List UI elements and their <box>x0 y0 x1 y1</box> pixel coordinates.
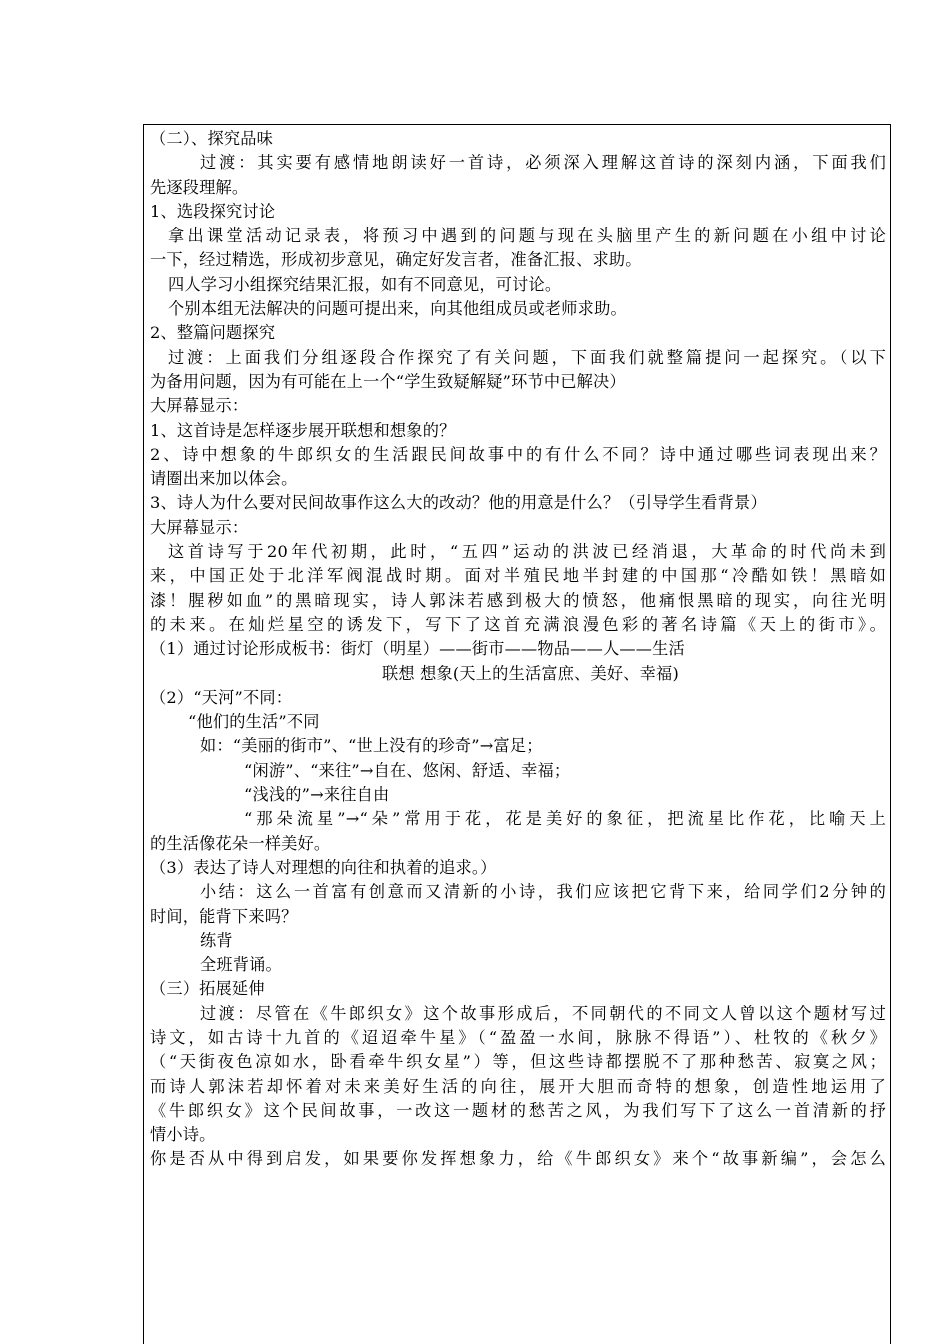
paragraph-line: 四人学习小组探究结果汇报，如有不同意见，可讨论。 <box>168 274 562 294</box>
subheading: 1、选段探究讨论 <box>150 201 276 221</box>
paragraph-line: 先逐段理解。 <box>150 177 249 197</box>
paragraph-line: 时间，能背下来吗？ <box>150 906 298 926</box>
document-body <box>150 127 886 1172</box>
paragraph-line: 一下，经过精选，形成初步意见，确定好发言者，准备汇报、求助。 <box>150 250 642 270</box>
paragraph-line: 的未来。在灿烂星空的诱发下，写下了这首充满浪漫色彩的著名诗篇《天上的街市》。 <box>150 614 886 634</box>
paragraph-line: （3）表达了诗人对理想的向往和执着的追求。） <box>150 857 497 877</box>
board-notes-line: 联想 想象(天上的生活富庶、美好、幸福) <box>382 663 679 683</box>
subheading: 2、整篇问题探究 <box>150 323 276 343</box>
paragraph-line: “浅浅的”→来往自由 <box>244 785 390 805</box>
paragraph-line: 过渡：尽管在《牛郎织女》这个故事形成后，不同朝代的不同文人曾以这个题材写过 <box>200 1003 886 1023</box>
paragraph-line: “那朵流星”→“朵”常用于花，花是美好的象征，把流星比作花，比喻天上 <box>244 809 886 829</box>
question-line: 1、这首诗是怎样逐步展开联想和想象的？ <box>150 420 456 440</box>
question-line: 3、诗人为什么要对民间故事作这么大的改动？他的用意是什么？（引导学生看背景） <box>150 493 767 513</box>
paragraph-line: 个别本组无法解决的问题可提出来，向其他组成员或老师求助。 <box>168 299 627 319</box>
paragraph-line: 漆！腥秽如血”的黑暗现实，诗人郭沫若感到极大的愤怒，他痛恨黑暗的现实，向往光明 <box>150 590 886 610</box>
paragraph-line: 过渡：其实要有感情地朗读好一首诗，必须深入理解这首诗的深刻内涵，下面我们 <box>200 153 886 173</box>
paragraph-line: “闲游”、“来往”→自在、悠闲、舒适、幸福； <box>244 760 571 780</box>
section-heading: （三）拓展延伸 <box>150 979 265 999</box>
paragraph-line: 你是否从中得到启发，如果要你发挥想象力，给《牛郎织女》来个“故事新编”，会怎么 <box>150 1149 886 1169</box>
paragraph-line: 小结：这么一首富有创意而又清新的小诗，我们应该把它背下来，给同学们2分钟的 <box>200 882 886 902</box>
paragraph-line: （2）“天河”不同： <box>150 687 293 707</box>
paragraph-line: 拿出课堂活动记录表，将预习中遇到的问题与现在头脑里产生的新问题在小组中讨论 <box>168 226 886 246</box>
paragraph-line: “他们的生活”不同 <box>188 712 320 732</box>
paragraph-line: 这首诗写于20年代初期，此时，“五四”运动的洪波已经消退，大革命的时代尚未到 <box>168 542 886 562</box>
question-line: 2、诗中想象的牛郎织女的生活跟民间故事中的有什么不同？诗中通过哪些词表现出来？ <box>150 444 886 464</box>
paragraph-line: 大屏幕显示： <box>150 517 249 537</box>
paragraph-line: 的生活像花朵一样美好。 <box>150 833 331 853</box>
paragraph-line: 诗文，如古诗十九首的《迢迢牵牛星》（“盈盈一水间，脉脉不得语”）、杜牧的《秋夕》 <box>150 1027 886 1047</box>
paragraph-line: 大屏幕显示： <box>150 396 249 416</box>
paragraph-line: （“天街夜色凉如水，卧看牵牛织女星”）等，但这些诗都摆脱不了那种愁苦、寂寞之风； <box>150 1052 886 1072</box>
paragraph-line: 来，中国正处于北洋军阀混战时期。面对半殖民地半封建的中国那“冷酷如铁！黑暗如 <box>150 566 886 586</box>
paragraph-line: 情小诗。 <box>150 1125 216 1145</box>
paragraph-line: 全班背诵。 <box>200 955 282 975</box>
board-notes-line: （1）通过讨论形成板书：街灯（明星）——街市——物品——人——生活 <box>150 639 685 659</box>
paragraph-line: 为备用问题，因为有可能在上一个“学生致疑解疑”环节中已解决） <box>150 371 626 391</box>
paragraph-line: 而诗人郭沫若却怀着对未来美好生活的向往，展开大胆而奇特的想象，创造性地运用了 <box>150 1076 886 1096</box>
paragraph-line: 练背 <box>200 930 233 950</box>
paragraph-line: 过渡：上面我们分组逐段合作探究了有关问题，下面我们就整篇提问一起探究。（以下 <box>168 347 886 367</box>
section-heading: （二）、探究品味 <box>150 129 273 148</box>
paragraph-line: 如：“美丽的街市”、“世上没有的珍奇”→富足； <box>200 736 543 756</box>
paragraph-line: 《牛郎织女》这个民间故事，一改这一题材的愁苦之风，为我们写下了这么一首清新的抒 <box>150 1100 886 1120</box>
question-line: 请圈出来加以体会。 <box>150 469 298 489</box>
